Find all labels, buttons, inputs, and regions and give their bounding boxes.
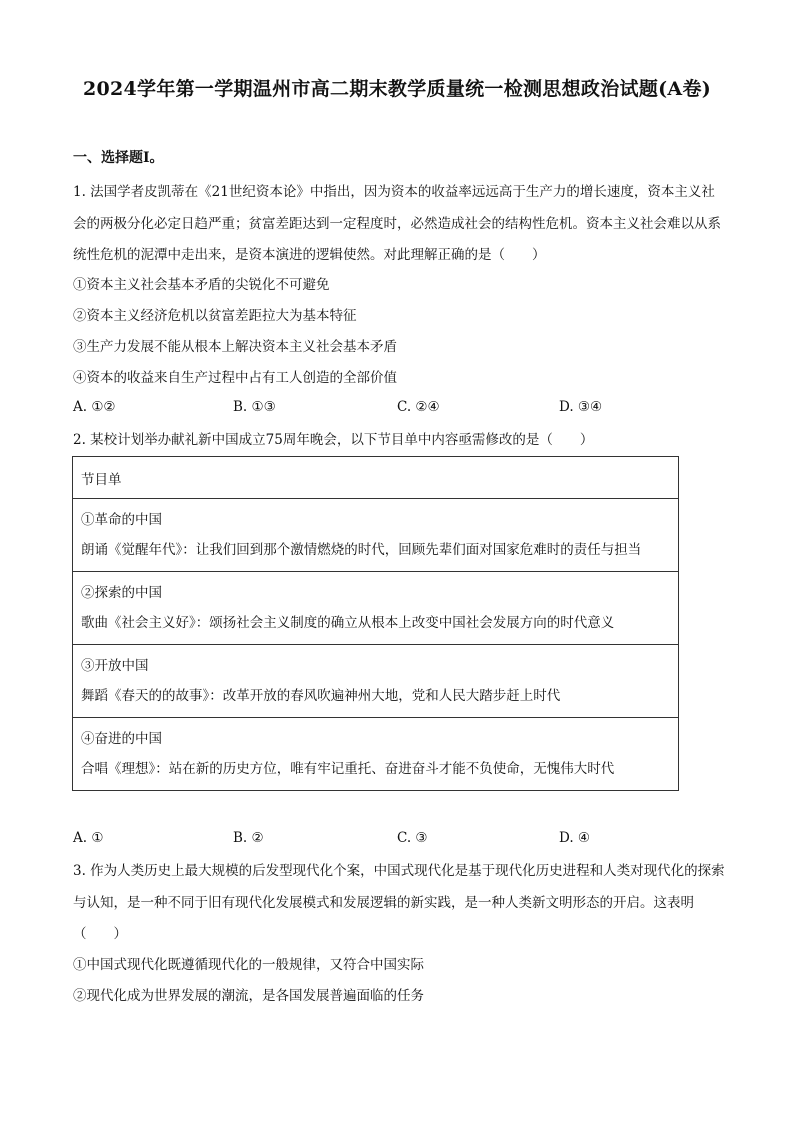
page-title: 2024学年第一学期温州市高二期末教学质量统一检测思想政治试题(A卷) [82, 78, 712, 100]
program-row-title: ④奋进的中国 [81, 731, 162, 747]
program-row-title: ②探索的中国 [81, 585, 162, 601]
program-row-title: ③开放中国 [81, 658, 149, 674]
question-2-option-b: B. ② [233, 830, 264, 846]
section-heading: 一、选择题Ⅰ。 [73, 150, 164, 166]
question-1-option-b: B. ①③ [233, 399, 276, 415]
program-row-description: 合唱《理想》：站在新的历史方位，唯有牢记重托、奋进奋斗才能不负使命，无愧伟大时代 [81, 761, 615, 777]
question-1-option-d: D. ③④ [559, 399, 603, 415]
question-2-stem: 2. 某校计划举办献礼新中国成立75周年晚会，以下节目单中内容亟需修改的是（ ） [73, 432, 594, 448]
question-1-statement-3: ③生产力发展不能从根本上解决资本主义社会基本矛盾 [73, 339, 397, 355]
question-2-option-a: A. ① [73, 830, 104, 846]
question-3-statement-2: ②现代化成为世界发展的潮流，是各国发展普遍面临的任务 [73, 988, 424, 1004]
question-1-statement-4: ④资本的收益来自生产过程中占有工人创造的全部价值 [73, 370, 397, 386]
program-table [72, 456, 679, 791]
question-3-statement-1: ①中国式现代化既遵循现代化的一般规律，又符合中国实际 [73, 957, 424, 973]
program-row-description: 歌曲《社会主义好》：颂扬社会主义制度的确立从根本上改变中国社会发展方向的时代意义 [81, 615, 615, 631]
question-1-statement-2: ②资本主义经济危机以贫富差距拉大为基本特征 [73, 308, 357, 324]
question-1-option-c: C. ②④ [397, 399, 440, 415]
question-3-stem: 3. 作为人类历史上最大规模的后发型现代化个案，中国式现代化是基于现代化历史进程和人类对现代化的探索与认知，是一种不同于旧有现代化发展模式和发展逻辑的新实践，是一种人类新文明形态的开启。这表明（ ） [73, 863, 725, 942]
program-row-description: 朗诵《觉醒年代》：让我们回到那个激情燃烧的时代，回顾先辈们面对国家危难时的责任与担当 [81, 542, 642, 558]
program-row [73, 499, 679, 572]
program-row-title: ①革命的中国 [81, 512, 162, 528]
program-row [73, 645, 679, 718]
question-2-option-c: C. ③ [397, 830, 428, 846]
question-1-option-a: A. ①② [73, 399, 116, 415]
question-1-stem: 1. 法国学者皮凯蒂在《21世纪资本论》中指出，因为资本的收益率远远高于生产力的增长速度，资本主义社会的两极分化必定日趋严重；贫富差距达到一定程度时，必然造成社会的结构性危机。资本主义社会难以从系统性危机的泥潭中走出来，是资本演进的逻辑使然。对此理解正确的是（ ） [73, 184, 721, 263]
program-row [73, 718, 679, 791]
question-2-option-d: D. ④ [559, 830, 591, 846]
question-1-statement-1: ①资本主义社会基本矛盾的尖锐化不可避免 [73, 277, 330, 293]
program-row-description: 舞蹈《春天的的故事》：改革开放的春风吹遍神州大地，党和人民大踏步赶上时代 [81, 688, 561, 704]
program-table-header: 节目单 [73, 457, 679, 499]
program-row [73, 572, 679, 645]
